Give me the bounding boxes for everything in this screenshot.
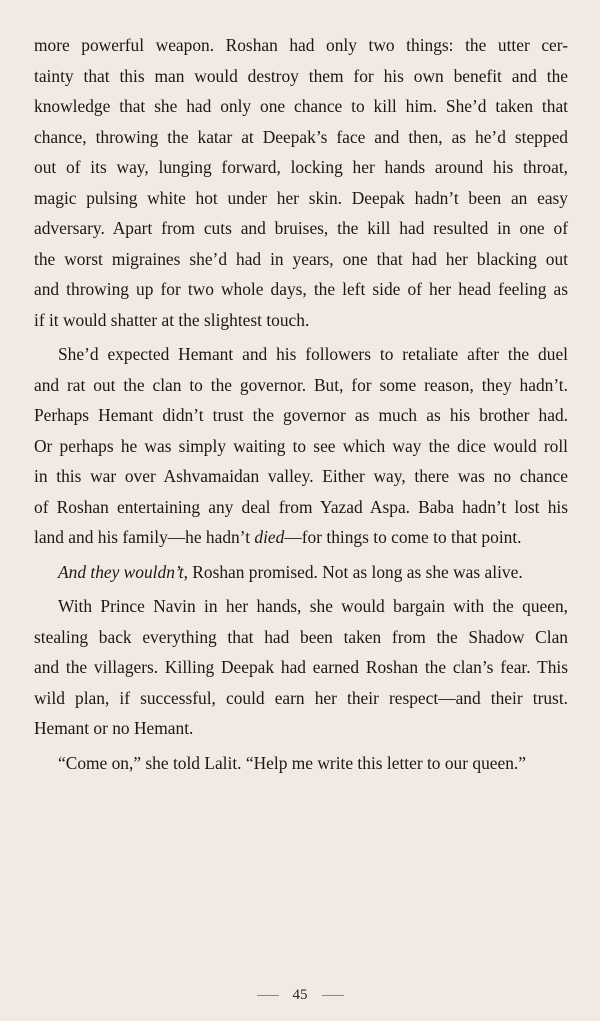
page-footer — [0, 987, 600, 1004]
footer-rule-left — [257, 995, 279, 996]
body-text — [34, 30, 568, 778]
paragraph-3 — [34, 557, 568, 588]
text-line: tainty that this man would destroy them for his own benefit and the — [34, 65, 568, 86]
text-line: Or perhaps he was simply waiting to see which way the dice would roll — [34, 435, 568, 456]
text-line: if it would shatter at the slightest touch. — [34, 309, 310, 330]
text-line: the worst migraines she’d had in years, one that had her blacking out — [34, 248, 568, 269]
page-number: 45 — [292, 987, 308, 1003]
text-line: wild plan, if successful, could earn her their respect—and their trust. — [34, 687, 568, 708]
paragraph-4 — [34, 591, 568, 744]
text-line: and throwing up for two whole days, the left side of her head feeling as — [34, 279, 568, 299]
text-line: “Come on,” she told Lalit. “Help me write this letter to our queen.” — [58, 752, 526, 773]
text-line: stealing back everything that had been taken from the Shadow Clan — [34, 626, 568, 647]
text-line: adversary. Apart from cuts and bruises, the kill had resulted in one of — [34, 218, 568, 238]
text-line: magic pulsing white hot under her skin. Deepak hadn’t been an easy — [34, 187, 568, 208]
text-line: chance, throwing the katar at Deepak’s face and then, as he’d stepped — [34, 126, 568, 147]
footer-rule-right — [322, 995, 344, 996]
paragraph-2 — [34, 339, 568, 553]
text-line: in this war over Ashvamaidan valley. Either way, there was no chance — [34, 466, 568, 486]
text-line: out of its way, lunging forward, locking her hands around his throat, — [34, 157, 568, 177]
paragraph-1 — [34, 30, 568, 335]
text-line: knowledge that she had only one chance to kill him. She’d taken that — [34, 96, 568, 116]
text-line: Hemant or no Hemant. — [34, 718, 194, 738]
paragraph-5 — [34, 748, 568, 779]
text-line: land and his family—he hadn’t died—for things to come to that point. — [34, 527, 522, 547]
text-line: and the villagers. Killing Deepak had earned Roshan the clan’s fear. This — [34, 657, 568, 677]
text-line: Perhaps Hemant didn’t trust the governor as much as his brother had. — [34, 405, 568, 425]
text-line: of Roshan entertaining any deal from Yazad Aspa. Baba hadn’t lost his — [34, 496, 568, 517]
text-line: more powerful weapon. Roshan had only two things: the utter cer- — [34, 35, 568, 55]
text-line: and rat out the clan to the governor. But, for some reason, they hadn’t. — [34, 374, 568, 395]
text-line: And they wouldn’t, Roshan promised. Not as long as she was alive. — [58, 561, 523, 582]
text-line: With Prince Navin in her hands, she would bargain with the queen, — [58, 596, 568, 616]
text-line: She’d expected Hemant and his followers to retaliate after the duel — [58, 344, 568, 364]
